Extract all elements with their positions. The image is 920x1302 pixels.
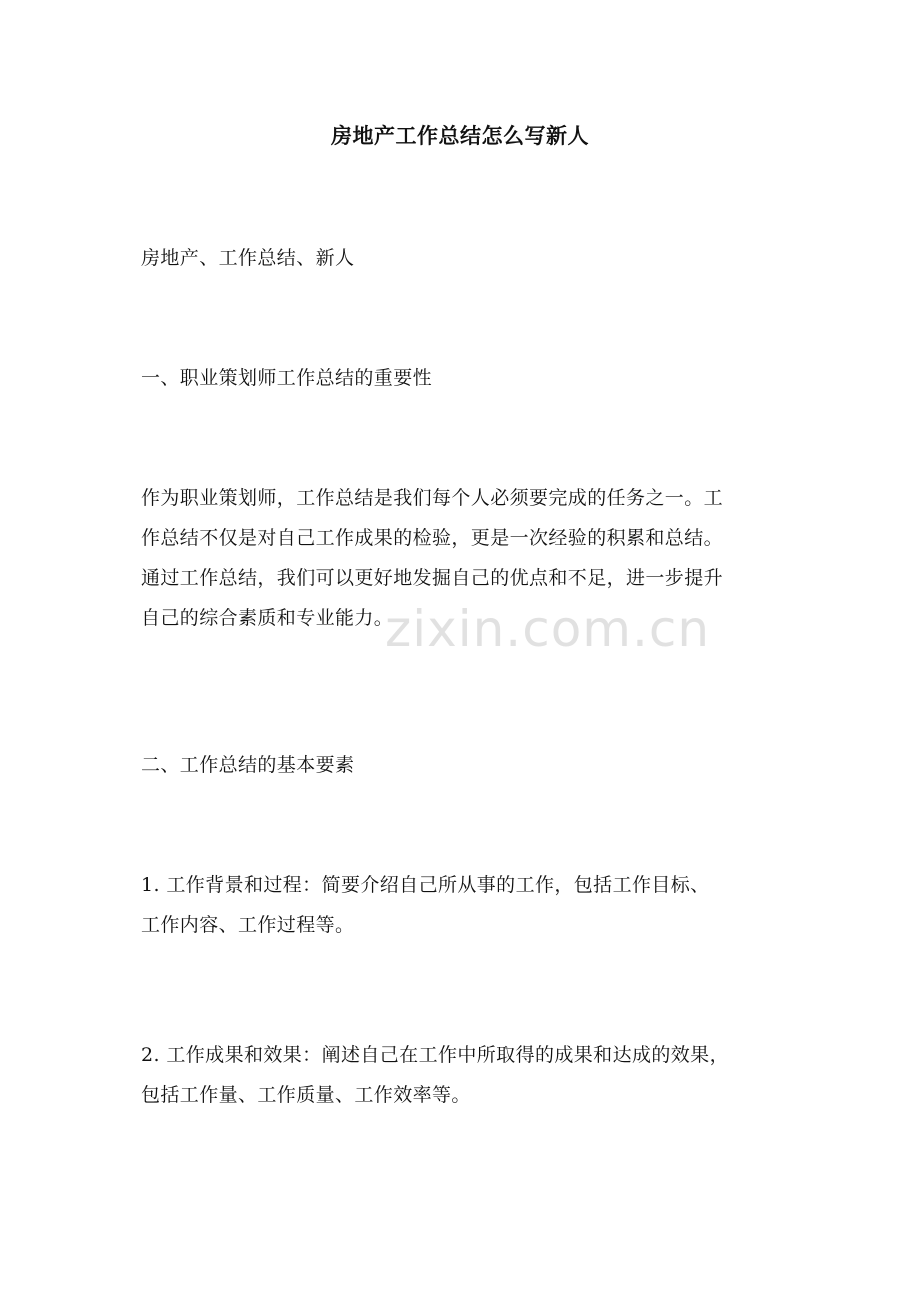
list-item-line: 1. 工作背景和过程：简要介绍自己所从事的工作，包括工作目标、: [141, 874, 710, 896]
list-item-1: [141, 865, 801, 945]
list-item-line: 2. 工作成果和效果：阐述自己在工作中所取得的成果和达成的效果，: [141, 1044, 729, 1066]
list-item-line: 工作内容、工作过程等。: [141, 914, 355, 936]
paragraph-line: 自己的综合素质和专业能力。: [141, 607, 394, 629]
section-heading-2: [141, 745, 801, 785]
paragraph-line: 通过工作总结，我们可以更好地发掘自己的优点和不足，进一步提升: [141, 567, 724, 589]
paragraph-line: 作为职业策划师，工作总结是我们每个人必须要完成的任务之一。工: [141, 487, 724, 509]
paragraph-line: 作总结不仅是对自己工作成果的检验，更是一次经验的积累和总结。: [141, 527, 724, 549]
section-heading-1-text: 一、职业策划师工作总结的重要性: [141, 367, 433, 389]
list-item-2: [141, 1035, 801, 1115]
section-heading-2-text: 二、工作总结的基本要素: [141, 754, 355, 776]
keywords-text: 房地产、工作总结、新人: [141, 247, 355, 269]
list-item-line: 包括工作量、工作质量、工作效率等。: [141, 1084, 471, 1106]
watermark: zixin.com.cn: [385, 600, 711, 658]
section-heading-1: [141, 358, 801, 398]
document-title: 房地产工作总结怎么写新人: [331, 123, 589, 148]
keywords-line: [141, 238, 801, 278]
